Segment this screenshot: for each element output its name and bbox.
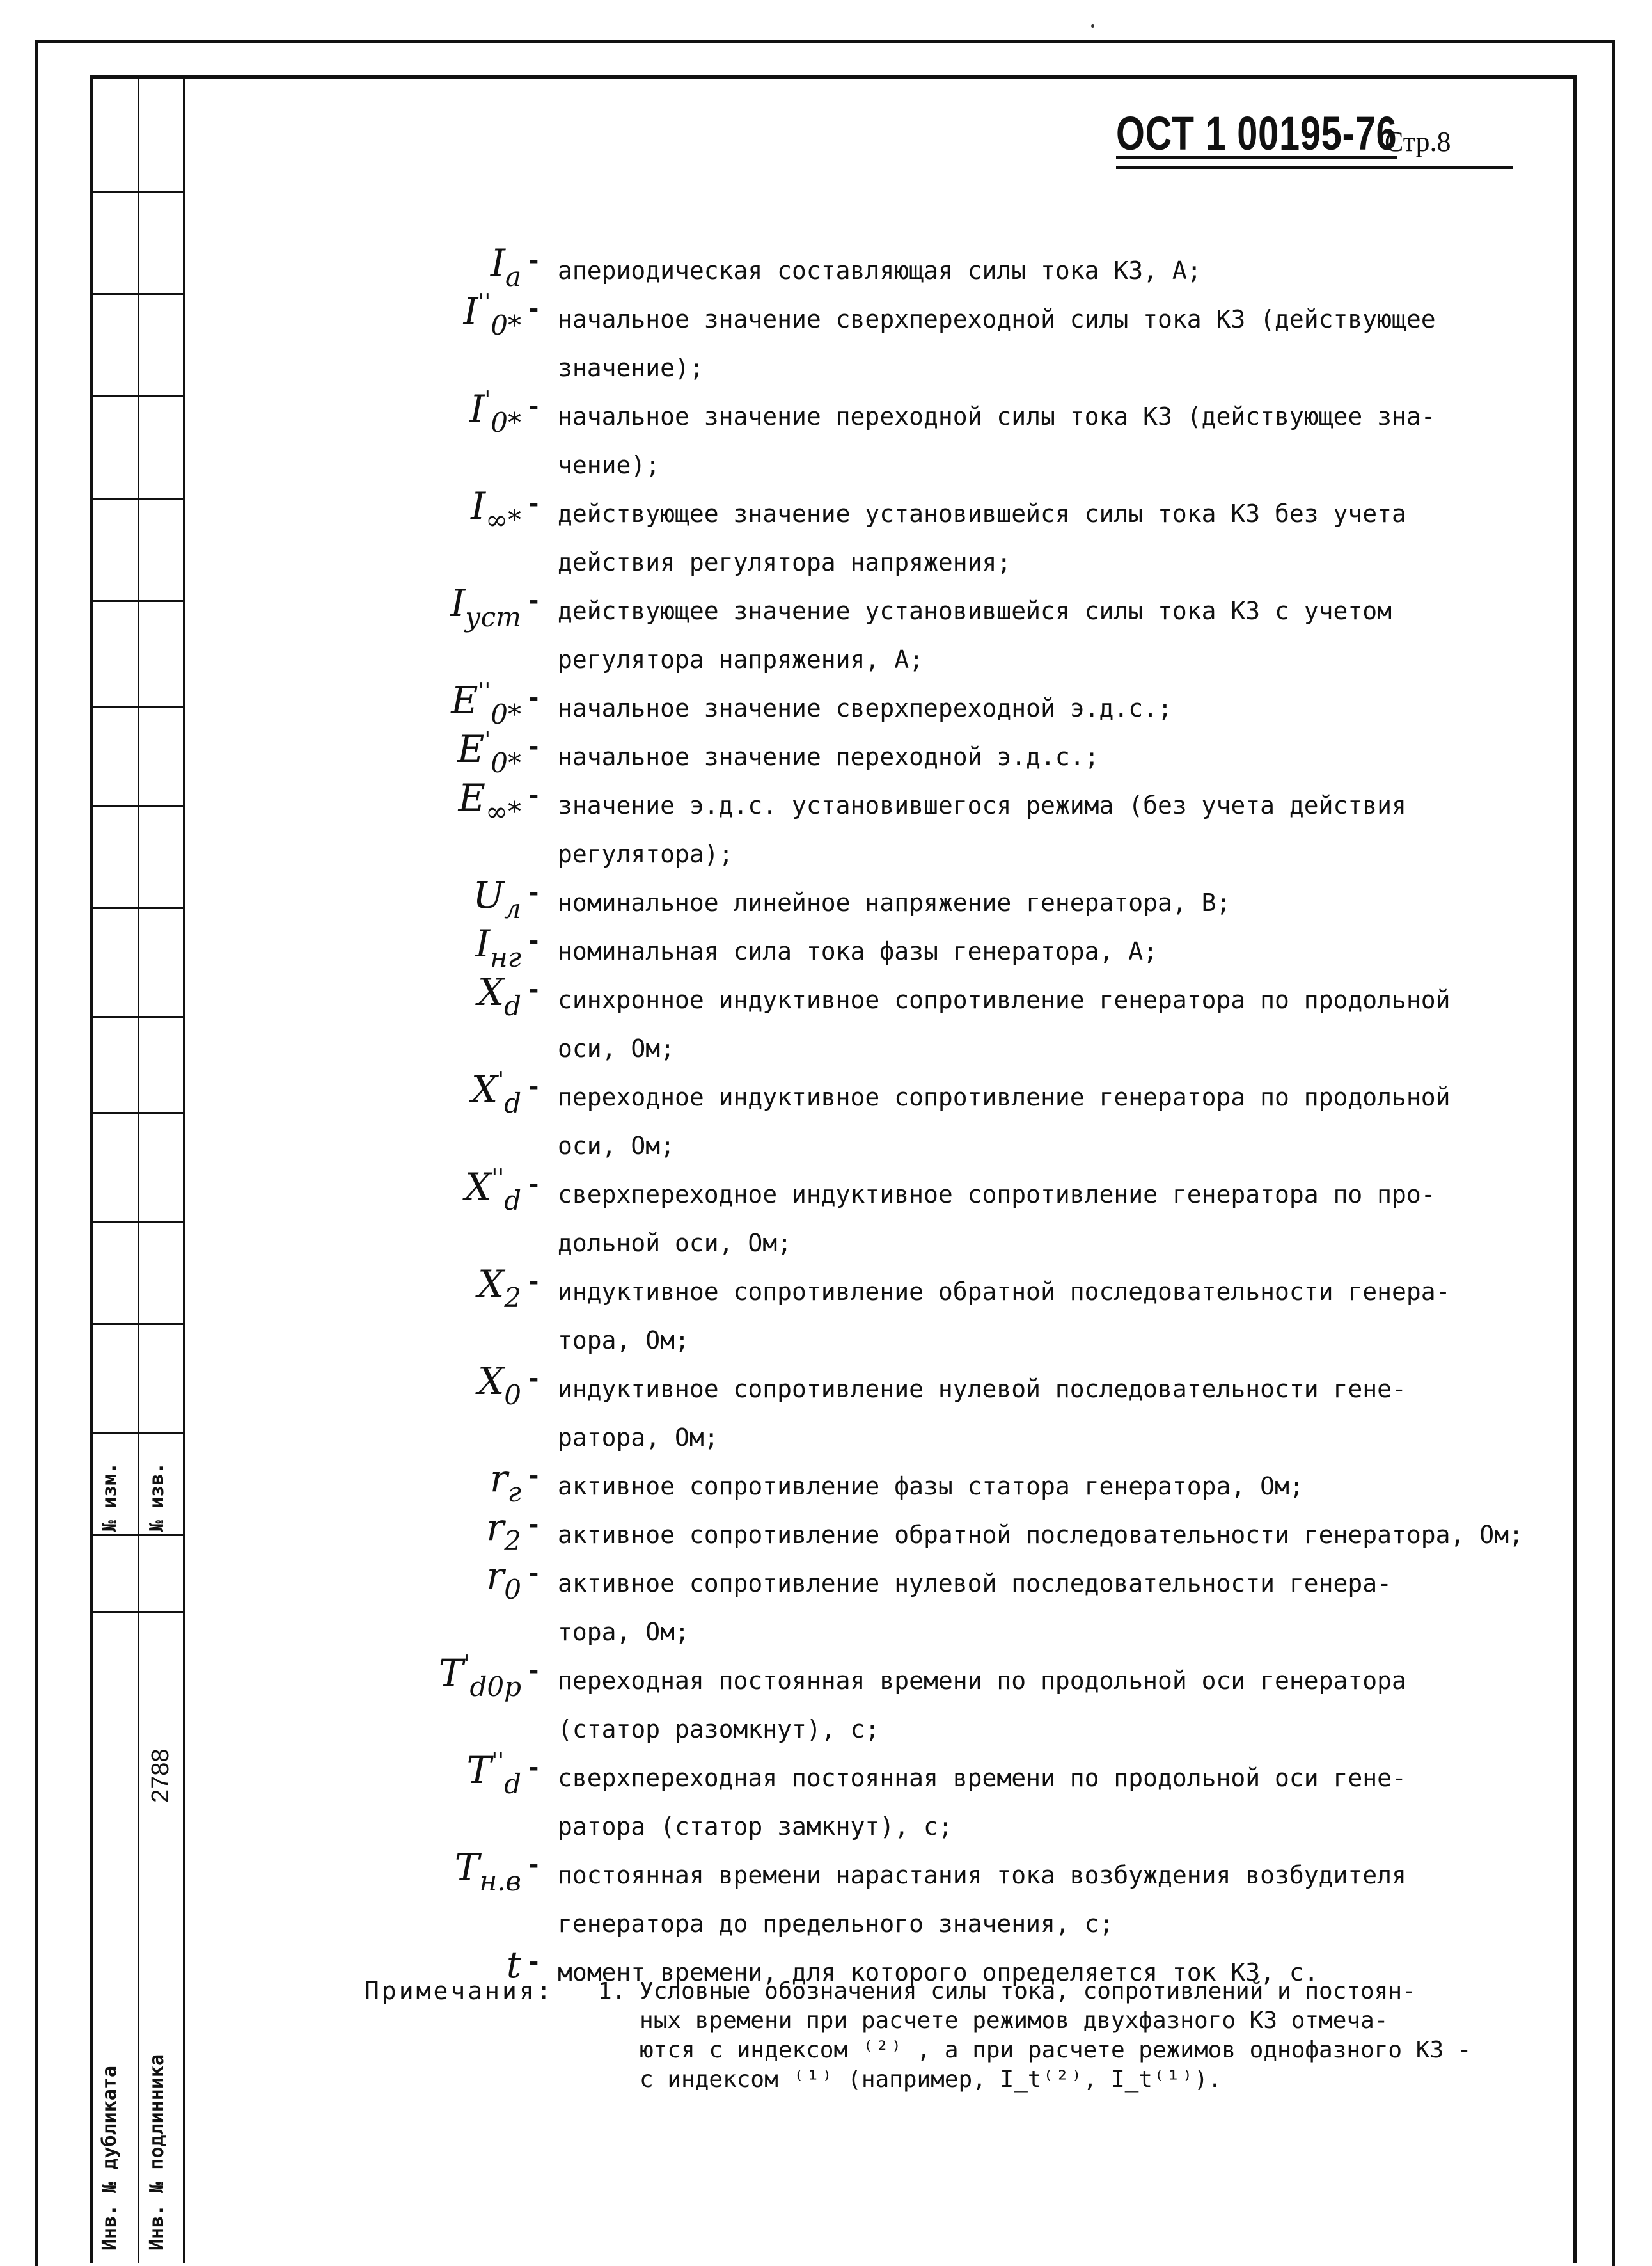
definition-line: индуктивное сопротивление нулевой последовательности гене- [558,1375,1406,1403]
definition-symbol: $X_0$ [477,1359,521,1411]
definition-dash: - [526,1656,541,1684]
definition-dash: - [526,733,541,761]
definition-symbol: $I_{\infty*}$ [471,484,521,535]
definition-row [409,727,1599,781]
definition-dash: - [526,781,541,809]
definition-dash: - [526,1365,541,1393]
definition-dash: - [526,246,541,274]
definition-symbol: $E'_{0*}$ [457,727,521,779]
definition-line: значение э.д.с. установившегося режима (без учета действия [558,791,1406,820]
definition-line: сверхпереходная постоянная времени по продольной оси гене- [558,1764,1406,1792]
strip-rule [90,1611,185,1613]
side-stamp-strip [90,75,185,2263]
definition-symbol: $I_{нг}$ [475,922,521,973]
definition-row [409,1068,1599,1170]
scan-speck [1091,24,1094,28]
definition-row [409,1359,1599,1462]
definition-text [558,684,1599,733]
definition-symbol: $E_{\infty*}$ [458,776,521,827]
definition-line: индуктивное сопротивление обратной последовательности генера- [558,1278,1451,1306]
definition-line: переходное индуктивное сопротивление генератора по продольной [558,1083,1451,1111]
definition-symbol: $T_{н.в}$ [454,1846,521,1897]
definition-line: активное сопротивление обратной последовательности генератора, Ом; [558,1521,1523,1549]
definition-dash: - [526,1462,541,1490]
definition-symbol: $E''_{0*}$ [451,679,521,730]
definition-row [409,971,1599,1073]
definition-row [409,1748,1599,1851]
definition-line: тора, Ом; [558,1618,689,1646]
definition-dash: - [526,1073,541,1101]
definition-symbol: $X'_d$ [471,1068,521,1119]
definition-row [409,582,1599,684]
strip-rule [90,1221,185,1223]
definition-dash: - [526,392,541,420]
definition-line: активное сопротивление фазы статора генератора, Ом; [558,1472,1304,1500]
strip-rule [90,706,185,708]
definition-text [558,927,1599,976]
notes-label: Примечания: [365,1977,554,2005]
definition-line: ратора, Ом; [558,1423,719,1452]
strip-rule [90,600,185,602]
strip-rule [90,498,185,500]
definition-line: апериодическая составляющая силы тока КЗ, А; [558,257,1202,285]
definition-row [409,1262,1599,1365]
definition-line: ратора (статор замкнут), с; [558,1812,953,1841]
definition-line: начальное значение переходной силы тока КЗ (действующее зна- [558,402,1436,431]
definition-line: номинальное линейное напряжение генератора, В; [558,889,1231,917]
definition-dash: - [526,878,541,907]
definition-symbol: $X_2$ [477,1262,521,1313]
definition-dash: - [526,295,541,323]
definition-symbol: t [506,1943,521,1986]
definition-dash: - [526,927,541,955]
definition-symbol: $X_d$ [477,971,521,1022]
notes-text: 1. Условные обозначения силы тока, сопротивлений и постоян- ных времени при расчете режимов двухфазного КЗ отмеча- ются с индексом ⁽²⁾ , а при расчете режимов однофазного КЗ - с индексом ⁽¹⁾ (например, I_t⁽²⁾, I_t⁽¹⁾). [598,1978,1472,2093]
page-number: Стр.8 [1385,126,1451,157]
definition-text [558,1656,1599,1754]
strip-rule [90,805,185,807]
label-original-inventory: Инв. № подлинника [146,2054,168,2251]
definition-text [558,781,1599,878]
definition-symbol: $I_{уст}$ [450,582,521,633]
strip-rule [90,1432,185,1434]
definition-symbol: $I''_{0*}$ [463,290,521,341]
definition-line: действия регулятора напряжения; [558,548,1012,576]
document-header [1116,102,1513,169]
definitions-list [409,241,1599,1997]
definition-row [409,922,1599,976]
definition-line: действующее значение установившейся силы тока КЗ без учета [558,500,1406,528]
definition-text [558,1510,1599,1559]
definition-row [409,1554,1599,1656]
definition-text [558,733,1599,781]
definition-line: переходная постоянная времени по продольной оси генератора [558,1667,1406,1695]
definition-line: дольной оси, Ом; [558,1229,792,1257]
definition-text [558,976,1599,1073]
definition-dash: - [526,684,541,712]
definition-line: оси, Ом; [558,1034,675,1063]
definition-dash: - [526,1948,541,1976]
definition-text [558,1851,1599,1948]
definition-line: активное сопротивление нулевой последовательности генера- [558,1569,1392,1597]
definition-line: номинальная сила тока фазы генератора, А; [558,937,1158,965]
definition-text [558,1559,1599,1656]
definition-text [558,1462,1599,1510]
definition-text [558,392,1599,489]
definition-row [409,1457,1599,1510]
definition-dash: - [526,1754,541,1782]
definition-line: (статор разомкнут), с; [558,1715,880,1743]
definition-symbol: $I_a$ [491,241,521,292]
definition-line: значение); [558,354,704,382]
definition-symbol: $T'_{d0р}$ [438,1651,521,1702]
definition-row [409,873,1599,927]
definition-line: генератора до предельного значения, с; [558,1910,1114,1938]
definition-line: начальное значение переходной э.д.с.; [558,743,1099,771]
definition-row [409,1165,1599,1267]
definition-line: чение); [558,451,661,479]
definition-line: тора, Ом; [558,1326,689,1354]
definition-symbol: $X''_d$ [465,1165,521,1216]
strip-rule [90,395,185,397]
definition-symbol: $r_г$ [490,1457,521,1508]
definition-dash: - [526,1267,541,1295]
definition-text [558,587,1599,684]
definition-text [558,878,1599,927]
definition-row [409,1846,1599,1948]
definition-symbol: $I'_{0*}$ [469,387,521,438]
definition-row [409,776,1599,878]
definition-line: оси, Ом; [558,1132,675,1160]
definition-dash: - [526,489,541,518]
label-change-number: № изм. [98,1462,121,1532]
definition-row [409,679,1599,733]
definition-line: регулятора); [558,840,734,868]
definition-text [558,1073,1599,1170]
strip-rule [90,907,185,909]
strip-rule [90,1534,185,1536]
definition-symbol: $T''_d$ [466,1748,521,1800]
strip-rule [90,1323,185,1325]
definition-line: сверхпереходное индуктивное сопротивление генератора по про- [558,1180,1436,1208]
definition-dash: - [526,1851,541,1879]
definition-text [558,1170,1599,1267]
definition-text [558,246,1599,295]
definition-line: регулятора напряжения, А; [558,646,924,674]
definition-symbol: $r_2$ [486,1505,521,1557]
definition-dash: - [526,976,541,1004]
definition-row [409,1651,1599,1754]
definition-dash: - [526,1170,541,1198]
definition-row [409,290,1599,392]
definition-line: действующее значение установившейся силы тока КЗ с учетом [558,597,1392,625]
definition-dash: - [526,1559,541,1587]
definition-row [409,387,1599,489]
strip-rule [90,293,185,295]
strip-rule [90,191,185,193]
strip-divider [138,75,139,2263]
definition-line: начальное значение сверхпереходной силы тока КЗ (действующее [558,305,1436,333]
definition-row [409,1505,1599,1559]
definition-line: постоянная времени нарастания тока возбуждения возбудителя [558,1861,1406,1889]
definition-row [409,241,1599,295]
label-duplicate-inventory: Инв. № дубликата [98,2066,121,2251]
definition-text [558,489,1599,587]
definition-symbol: $U_л$ [473,873,521,924]
definition-row [409,484,1599,587]
standard-code: ОСТ 1 00195-76 [1116,107,1397,160]
definition-line: синхронное индуктивное сопротивление генератора по продольной [558,986,1451,1014]
definition-text [558,1267,1599,1365]
label-notice-number: № изв. [146,1462,168,1532]
definition-text [558,1365,1599,1462]
inventory-number: 2788 [147,1748,174,1803]
definition-line: момент времени, для которого определяется ток КЗ, с. [558,1958,1319,1986]
definition-line: начальное значение сверхпереходной э.д.с.; [558,694,1172,722]
definition-dash: - [526,1510,541,1539]
definition-text [558,295,1599,392]
strip-rule [90,1016,185,1018]
definition-dash: - [526,587,541,615]
strip-rule [90,1112,185,1114]
definition-text [558,1754,1599,1851]
definition-symbol: $r_0$ [486,1554,521,1605]
